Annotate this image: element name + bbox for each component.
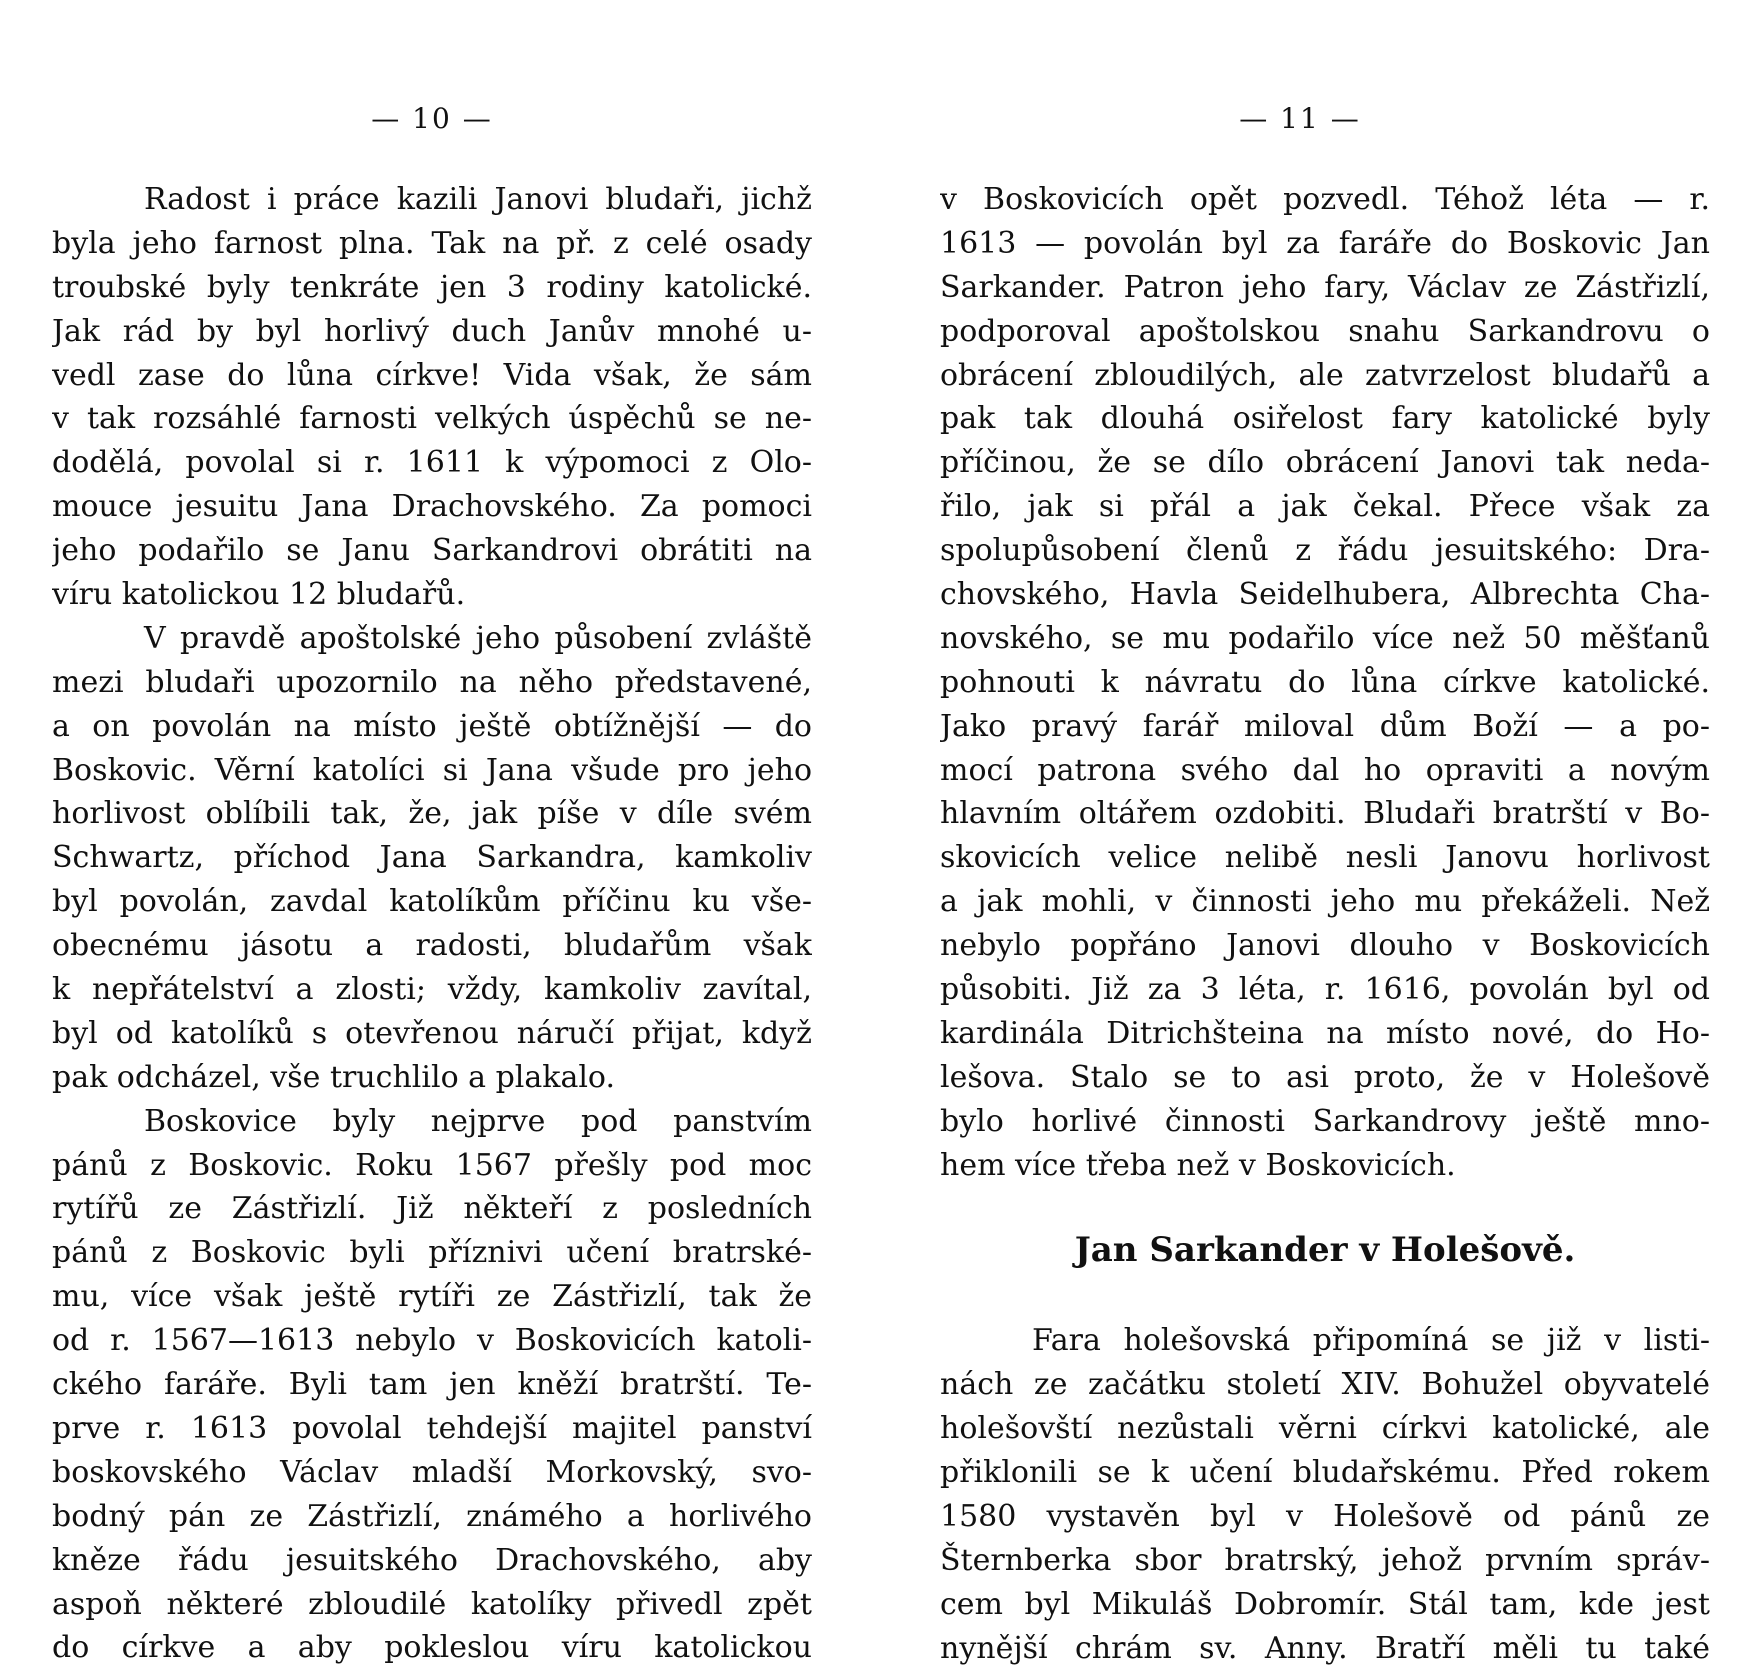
text-line: cem byl Mikuláš Dobromír. Stál tam, kde jest (940, 1586, 1710, 1622)
text-line: v tak rozsáhlé farnosti velkých úspěchů se ne- (52, 401, 812, 437)
text-line: k nepřátelství a zlosti; vždy, kamkoliv zavítal, (52, 972, 812, 1008)
text-line: kardinála Ditrichšteina na místo nové, do Ho- (940, 1015, 1710, 1051)
right-page-text (940, 178, 1710, 1671)
text-line: 1580 vystavěn byl v Holešově od pánů ze (940, 1499, 1710, 1535)
text-line: bodný pán ze Zástřizlí, známého a horlivého (52, 1498, 812, 1534)
text-line: hlavním oltářem ozdobiti. Bludaři bratrští v Bo- (940, 796, 1710, 832)
text-line: horlivost oblíbili tak, že, jak píše v díle svém (52, 796, 812, 832)
text-line: byla jeho farnost plna. Tak na př. z celé osady (52, 225, 812, 261)
text-line: pohnouti k návratu do lůna církve katolické. (940, 664, 1710, 700)
text-line: od r. 1567—1613 nebylo v Boskovicích katoli- (52, 1323, 812, 1359)
text-line: jeho podařilo se Janu Sarkandrovi obrátiti na (52, 533, 812, 569)
text-line: Jak rád by byl horlivý duch Janův mnohé u- (52, 313, 812, 349)
text-line: skovicích velice nelibě nesli Janovu horlivost (940, 840, 1710, 876)
text-line: spolupůsobení členů z řádu jesuitského: Dra- (940, 533, 1710, 569)
text-line: nebylo popřáno Janovi dlouho v Boskovicích (940, 928, 1710, 964)
text-line: mocí patrona svého dal ho opraviti a novým (940, 752, 1710, 788)
text-line: V pravdě apoštolské jeho působení zvláště (144, 620, 812, 656)
text-line: víru katolickou 12 bludařů. (52, 577, 466, 613)
text-line: Schwartz, příchod Jana Sarkandra, kamkoliv (52, 840, 812, 876)
text-line: boskovského Václav mladší Morkovský, svo- (52, 1454, 812, 1490)
text-line: byl povolán, zavdal katolíkům příčinu ku vše- (52, 884, 812, 920)
text-line: Jako pravý farář miloval dům Boží — a po- (940, 708, 1710, 744)
text-line: Fara holešovská připomíná se již v listi- (1032, 1323, 1710, 1359)
text-line: pak tak dlouhá osiřelost fary katolické byly (940, 401, 1710, 437)
text-line: prve r. 1613 povolal tehdejší majitel panství (52, 1410, 812, 1446)
text-line: a jak mohli, v činnosti jeho mu překáželi. Než (940, 884, 1710, 920)
text-line: byl od katolíků s otevřenou náručí přijat, když (52, 1015, 812, 1051)
text-line: řilo, jak si přál a jak čekal. Přece však za (940, 489, 1710, 525)
text-line: rytířů ze Zástřizlí. Již někteří z posledních (52, 1191, 812, 1227)
text-line: dodělá, povolal si r. 1611 k výpomoci z Olo- (52, 445, 812, 481)
text-line: nynější chrám sv. Anny. Bratří měli tu také (940, 1630, 1710, 1666)
text-line: přiklonili se k učení bludařskému. Před rokem (940, 1455, 1710, 1491)
text-line: mezi bludaři upozornilo na něho představené, (52, 664, 812, 700)
text-line: troubské byly tenkráte jen 3 rodiny katolické. (52, 269, 812, 305)
text-line: vedl zase do lůna církve! Vida však, že sám (52, 357, 812, 393)
text-line: do církve a aby pokleslou víru katolickou (52, 1630, 812, 1666)
text-line: nách ze začátku století XIV. Bohužel obyvatelé (940, 1367, 1710, 1403)
text-line: mouce jesuitu Jana Drachovského. Za pomoci (52, 489, 812, 525)
text-line: příčinou, že se dílo obrácení Janovi tak neda- (940, 445, 1710, 481)
text-line: lešova. Stalo se to asi proto, že v Holešově (940, 1059, 1710, 1095)
text-line: Šternberka sbor bratrský, jehož prvním správ- (940, 1542, 1710, 1578)
left-page-text (52, 178, 812, 1670)
section-heading: Jan Sarkander v Holešově. (1074, 1230, 1576, 1271)
text-line: obrácení zbloudilých, ale zatvrzelost bludařů a (940, 357, 1710, 393)
text-line: podporoval apoštolskou snahu Sarkandrovu o (940, 313, 1710, 349)
text-line: pak odcházel, vše truchlilo a plakalo. (52, 1059, 615, 1095)
text-line: hem více třeba než v Boskovicích. (940, 1147, 1456, 1183)
text-line: v Boskovicích opět pozvedl. Téhož léta — r. (940, 182, 1710, 217)
text-line: pánů z Boskovic. Roku 1567 přešly pod moc (52, 1147, 812, 1183)
text-line: ckého faráře. Byli tam jen kněží bratrští. Te- (52, 1367, 812, 1403)
text-line: 1613 — povolán byl za faráře do Boskovic Jan (940, 225, 1710, 261)
text-line: holešovští nezůstali věrni církvi katolické, ale (940, 1411, 1710, 1447)
text-line: Boskovic. Věrní katolíci si Jana všude pro jeho (52, 752, 812, 788)
text-line: pánů z Boskovic byli příznivi učení bratrské- (52, 1235, 812, 1271)
text-line: Boskovice byly nejprve pod panstvím (144, 1103, 812, 1139)
text-line: mu, více však ještě rytíři ze Zástřizlí, tak že (52, 1279, 812, 1315)
text-line: Sarkander. Patron jeho fary, Václav ze Zástřizlí, (940, 269, 1710, 305)
text-line: novského, se mu podařilo více než 50 měšťanů (940, 620, 1710, 656)
text-line: aspoň některé zbloudilé katolíky přivedl zpět (52, 1586, 812, 1622)
text-line: chovského, Havla Seidelhubera, Albrechta Cha- (940, 577, 1710, 613)
page-number-right: — 11 — (1239, 102, 1361, 135)
text-line: působiti. Již za 3 léta, r. 1616, povolán byl od (940, 972, 1710, 1008)
page-number-left: — 10 — (371, 102, 493, 135)
text-line: obecnému jásotu a radosti, bludařům však (52, 928, 812, 964)
text-line: kněze řádu jesuitského Drachovského, aby (52, 1542, 812, 1578)
text-line: bylo horlivé činnosti Sarkandrovy ještě mno- (940, 1103, 1710, 1139)
text-line: a on povolán na místo ještě obtížnější — do (52, 708, 812, 744)
text-line: Radost i práce kazili Janovi bludaři, jichž (144, 182, 812, 217)
